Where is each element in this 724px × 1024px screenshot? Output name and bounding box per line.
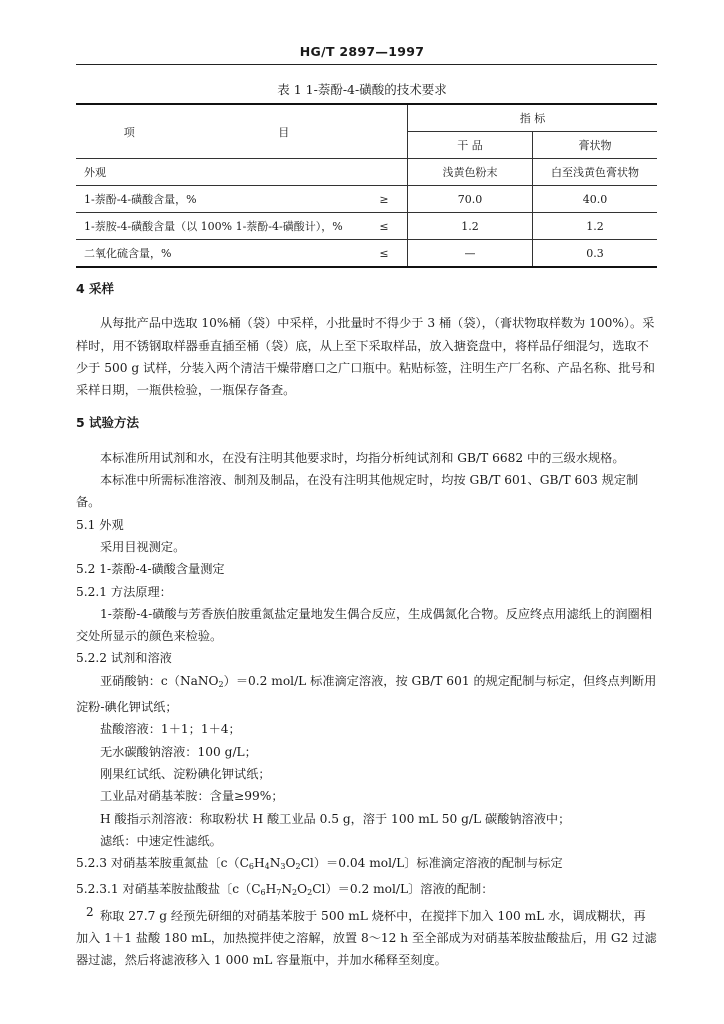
subsection-5-2-1: 5.2.1 方法原理：: [76, 584, 172, 599]
reagent-hcl: 盐酸溶液：1＋1；1＋4；: [100, 722, 241, 737]
subscript: 6: [248, 862, 255, 872]
row-dry: —: [408, 240, 533, 268]
row-paste: 0.3: [533, 240, 658, 268]
formula-text: 5.2.3.1 对硝基苯胺盐酸盐〔c（C: [76, 882, 261, 897]
table-row: [76, 240, 657, 268]
row-item: 二氧化硫含量，%: [76, 240, 361, 268]
subscript: 2: [295, 862, 301, 872]
subsection-5-2-2: 5.2.2 试剂和溶液: [76, 651, 172, 666]
table-row: [76, 159, 657, 186]
row-dry: 1.2: [408, 213, 533, 240]
formula-text: H: [265, 882, 277, 897]
formula-text: 5.2.3 对硝基苯胺重氮盐〔c（C: [76, 856, 249, 871]
row-paste: 白至浅黄色膏状物: [533, 159, 658, 186]
col-spec-label: 指 标: [519, 112, 546, 125]
subsection-5-2-3-1: [76, 878, 657, 904]
subscript: 6: [260, 888, 266, 898]
table-title: 表 1 1-萘酚-4-磺酸的技术要求: [277, 82, 447, 97]
formula-text: O: [297, 882, 308, 897]
formula-text: N: [269, 856, 281, 871]
preparation-text: 称取 27.7 g 经预先研细的对硝基苯胺于 500 mL 烧杯中，在搅拌下加入 100 mL 水，调成糊状，再加入 1＋1 盐酸 180 mL，加热搅拌使之溶解，放置 8～12 h 至全部成为对硝基苯胺盐酸盐后，用 G2 过滤器过滤，然后将滤液移入 1 000 mL 容量瓶中，并加水稀释至刻度。: [76, 908, 657, 968]
formula-text: O: [285, 856, 296, 871]
row-paste: 1.2: [533, 213, 658, 240]
formula-text: H: [254, 856, 265, 871]
subsection-5-2: 5.2 1-萘酚-4-磺酸含量测定: [76, 562, 225, 577]
row-dry: 70.0: [408, 186, 533, 213]
reagent-h-acid: H 酸指示剂溶液：称取粉状 H 酸工业品 0.5 g，溶于 100 mL 50 g/L 碳酸钠溶液中；: [100, 811, 571, 826]
section-heading-sampling: 4 采样: [76, 281, 115, 296]
subsection-5-1: 5.1 外观: [76, 517, 124, 532]
page-number: 2: [86, 905, 94, 919]
row-sign: ≤: [361, 213, 408, 240]
col-item-label: 项 目: [123, 125, 360, 139]
subscript: 2: [218, 679, 224, 689]
appearance-text: 采用目视测定。: [100, 539, 186, 554]
col-item-header: [76, 104, 408, 159]
header-rule: [76, 64, 657, 65]
row-sign: ≤: [361, 240, 408, 268]
subscript: 3: [280, 862, 286, 872]
formula-text: Cl）＝0.04 mol/L〕标准滴定溶液的配制与标定: [300, 856, 563, 871]
row-item: 1-萘胺-4-磺酸含量（以 100% 1-萘酚-4-磺酸计），%: [76, 213, 361, 240]
spec-table: [76, 103, 657, 268]
sampling-paragraph: 从每批产品中选取 10%桶（袋）中采样，小批量时不得少于 3 桶（袋），（膏状物取样数为 100%）。采样时，用不锈钢取样器垂直插至桶（袋）底，从上至下采取样品，放入搪瓷盘中，将样品仔细混匀，选取不少于 500 g 试样，分装入两个清洁干燥带磨口之广口瓶中。粘贴标签，注明生产厂名称、产品名称、批号和采样日期，一瓶供检验，一瓶保存备查。: [76, 316, 655, 398]
reagent-text: ）＝0.2 mol/L 标准滴定溶液，按 GB/T 601 的规定配制与标定，但终点判断用淀粉-碘化钾试纸；: [76, 673, 657, 715]
reagent-sodium-carbonate: 无水碳酸钠溶液：100 g/L；: [100, 744, 257, 759]
row-sign: [361, 159, 408, 186]
subscript: 2: [292, 888, 298, 898]
section-heading-methods: 5 试验方法: [76, 415, 140, 431]
methods-paragraph-1: 本标准所用试剂和水，在没有注明其他要求时，均指分析纯试剂和 GB/T 6682 中的三级水规格。: [100, 450, 625, 465]
row-item: 外观: [76, 159, 361, 186]
formula-text: N: [281, 882, 293, 897]
standard-code-header: HG/T 2897—1997: [299, 44, 425, 59]
reagent-test-paper: 刚果红试纸、淀粉碘化钾试纸；: [100, 766, 271, 781]
body-content: [76, 278, 657, 972]
subscript: 4: [264, 862, 270, 872]
methods-paragraph-2: 本标准中所需标准溶液、制剂及制品，在没有注明其他规定时，均按 GB/T 601、GB/T 603 规定制备。: [76, 473, 639, 510]
col-spec-header: [408, 104, 658, 132]
table-row: [76, 186, 657, 213]
col-dry-header: 干 品: [408, 132, 533, 159]
row-sign: ≥: [361, 186, 408, 213]
table-row: [76, 213, 657, 240]
reagent-text: 亚硝酸钠：c（NaNO: [100, 673, 219, 688]
reagent-sodium-nitrite: [76, 670, 657, 719]
formula-text: Cl）＝0.2 mol/L〕溶液的配制：: [312, 882, 494, 897]
reagent-p-nitroaniline: 工业品对硝基苯胺：含量≥99%；: [100, 789, 284, 804]
subsection-5-2-3: [76, 852, 657, 878]
row-paste: 40.0: [533, 186, 658, 213]
col-paste-header: 膏状物: [533, 132, 658, 159]
subscript: 7: [276, 888, 282, 898]
row-dry: 浅黄色粉末: [408, 159, 533, 186]
reagent-filter-paper: 滤纸：中速定性滤纸。: [100, 833, 222, 848]
principle-text: 1-萘酚-4-磺酸与芳香族伯胺重氮盐定量地发生偶合反应，生成偶氮化合物。反应终点用滤纸上的润圈相交处所显示的颜色来检验。: [76, 606, 652, 644]
row-item: 1-萘酚-4-磺酸含量，%: [76, 186, 361, 213]
subscript: 2: [307, 888, 313, 898]
